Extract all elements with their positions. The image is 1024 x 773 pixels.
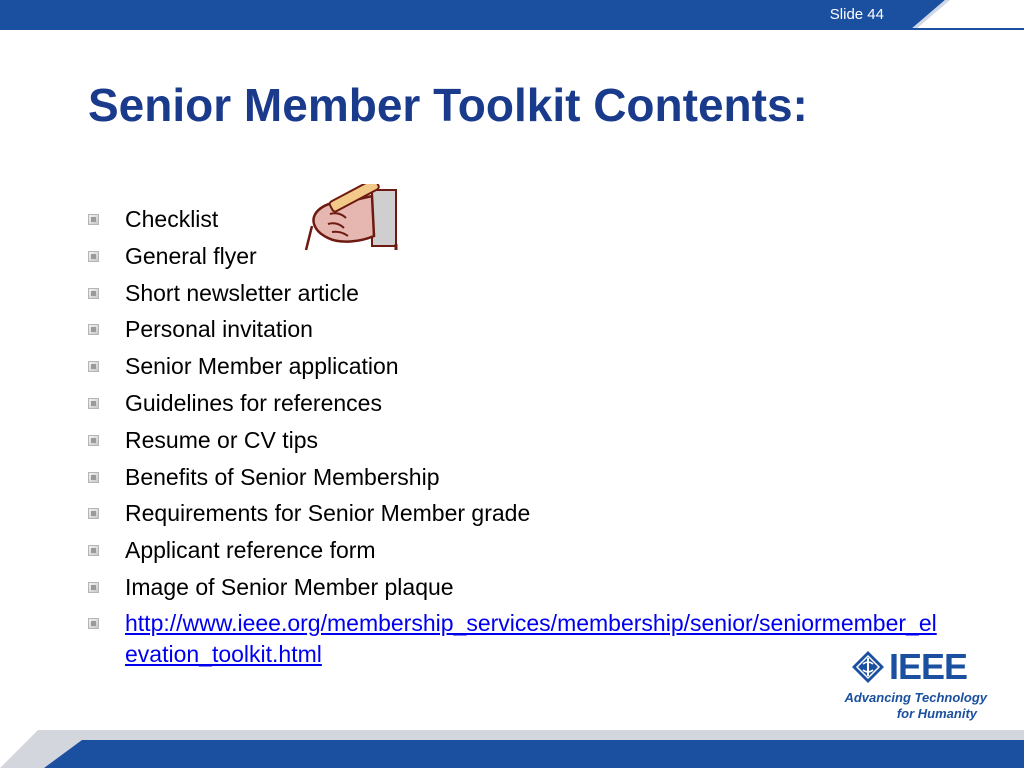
slide-number: Slide 44 xyxy=(829,6,884,23)
ieee-diamond-icon xyxy=(851,650,885,684)
list-item xyxy=(88,238,948,275)
list-item xyxy=(88,495,948,532)
square-bullet-icon xyxy=(88,545,99,556)
list-item-text: Checklist xyxy=(125,206,219,232)
list-item-text: Short newsletter article xyxy=(125,279,359,306)
list-item xyxy=(88,422,948,459)
list-item xyxy=(88,569,948,606)
list-item xyxy=(88,532,948,569)
list-item-text: Benefits of Senior Membership xyxy=(125,463,440,490)
square-bullet-icon xyxy=(88,435,99,446)
square-bullet-icon xyxy=(88,472,99,483)
list-item xyxy=(88,201,948,238)
bottom-banner xyxy=(0,728,1024,768)
square-bullet-icon xyxy=(88,214,99,225)
toolkit-list xyxy=(88,201,948,670)
ieee-wordmark: IEEE xyxy=(889,646,968,687)
ieee-tagline-line1: Advancing Technology xyxy=(844,690,987,705)
square-bullet-icon xyxy=(88,324,99,335)
list-item-link xyxy=(88,608,948,670)
square-bullet-icon xyxy=(88,288,99,299)
list-item-text: General flyer xyxy=(125,242,257,269)
ieee-logo xyxy=(844,646,987,724)
square-bullet-icon xyxy=(88,508,99,519)
top-banner xyxy=(0,0,1024,30)
list-item xyxy=(88,311,948,348)
list-item xyxy=(88,385,948,422)
square-bullet-icon xyxy=(88,618,99,629)
square-bullet-icon xyxy=(88,361,99,372)
slide-title: Senior Member Toolkit Contents: xyxy=(88,79,808,131)
toolkit-link[interactable]: http://www.ieee.org/membership_services/membership/senior/seniormember_elevation_toolkit.html xyxy=(125,609,937,667)
square-bullet-icon xyxy=(88,251,99,262)
list-item-text: Image of Senior Member plaque xyxy=(125,573,454,600)
list-item-text: Senior Member application xyxy=(125,353,399,380)
list-item-text: Resume or CV tips xyxy=(125,426,319,453)
list-item xyxy=(88,275,948,312)
bottom-banner-shape xyxy=(0,728,1024,768)
list-item-text: Applicant reference form xyxy=(125,537,376,564)
list-item-text: Requirements for Senior Member grade xyxy=(125,500,531,527)
list-item xyxy=(88,348,948,385)
square-bullet-icon xyxy=(88,582,99,593)
ieee-tagline-line2: for Humanity xyxy=(896,706,977,721)
list-item-text: Guidelines for references xyxy=(125,389,382,416)
list-item-text: Personal invitation xyxy=(125,316,313,343)
list-item xyxy=(88,459,948,496)
square-bullet-icon xyxy=(88,398,99,409)
